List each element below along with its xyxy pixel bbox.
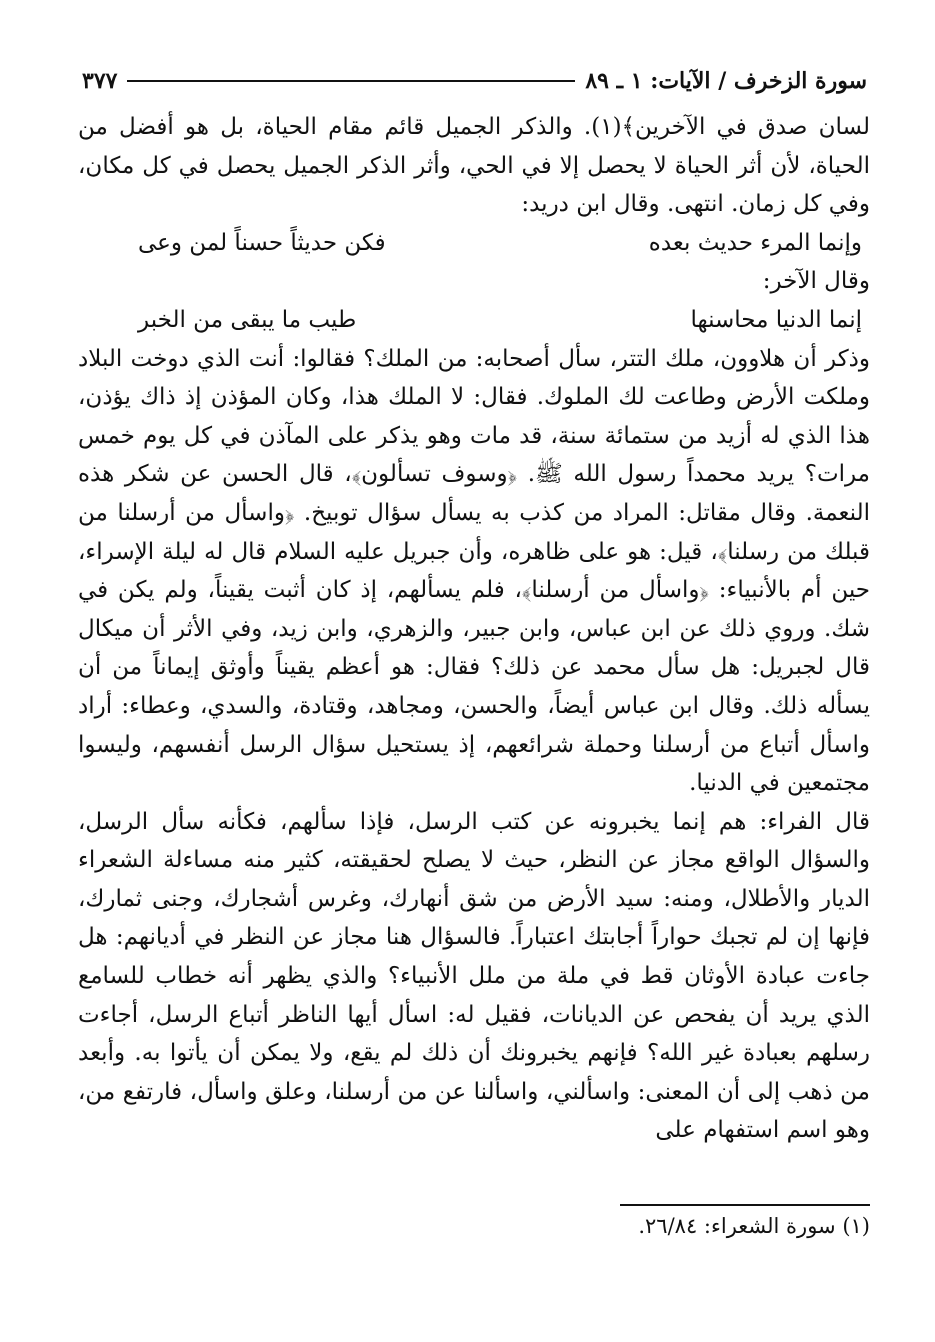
verse-1-first-hemistich: وإنما المرء حديث بعده: [648, 229, 862, 256]
header-rule: [127, 80, 575, 82]
footnote: (١) سورة الشعراء: ٢٦/٨٤.: [638, 1214, 870, 1238]
paragraph-1: لسان صدق في الآخرين﴾(١). والذكر الجميل قائم مقام الحياة، بل هو أفضل من الحياة، لأن أثر الحياة لا يحصل إلا في الحي، وأثر الذكر الجميل يحصل في كل مكان، وفي كل زمان. انتهى. وقال ابن دريد:: [78, 114, 870, 218]
verse-2: [78, 301, 870, 340]
verse-1-second-hemistich: فكن حديثاً حسناً لمن وعى: [138, 229, 386, 256]
poem-intro: وقال الآخر:: [762, 268, 870, 295]
footnote-separator: [620, 1204, 870, 1206]
verse-1: [78, 224, 870, 263]
page-number: ٣٧٧: [82, 68, 118, 94]
verse-2-second-hemistich: طيب ما يبقى من الخبر: [138, 306, 357, 333]
running-header: [82, 64, 867, 98]
paragraph-3: قال الفراء: هم إنما يخبرونه عن كتب الرسل، فإذا سألهم، فكأنه سأل الرسل، والسؤال الواقع مجاز عن النظر، حيث لا يصلح لحقيقته، كثير منه مساءلة الشعراء الديار والأطلال، ومنه: سيد الأرض من شق أنهارك، وغرس أشجارك، وجنى ثمارك، فإنها إن لم تجبك حواراً أجابتك اعتباراً. فالسؤال هنا مجاز عن النظر في أديانهم: هل جاءت عبادة الأوثان قط في ملة من ملل الأنبياء؟ والذي يظهر أنه خطاب للسامع الذي يريد أن يفحص عن الديانات، فقيل له: اسأل أيها الناظر أتباع الرسل، أجاءت رسلهم بعبادة غير الله؟ فإنهم يخبرونك أن ذلك لم يقع، ولا يمكن أن يأتوا به. وأبعد من ذهب إلى أن المعنى: واسألني، واسألنا عن من أرسلنا، وعلق واسأل، فارتفع من، وهو اسم استفهام على: [78, 808, 870, 1144]
paragraph-2: وذكر أن هلاوون، ملك التتر، سأل أصحابه: من الملك؟ فقالوا: أنت الذي دوخت البلاد وملكت الأرض وطاعت لك الملوك. فقال: لا الملك هذا، وكان المؤذن إذ ذاك يؤذن، هذا الذي له أزيد من ستمائة سنة، قد مات وهو يذكر على المآذن في كل يوم خمس مرات؟ يريد محمداً رسول الله ﷺ. ﴿وسوف تسألون﴾، قال الحسن عن شكر هذه النعمة. وقال مقاتل: المراد من كذب به يسأل سؤال توبيخ. ﴿واسأل من أرسلنا من قبلك من رسلنا﴾، قيل: هو على ظاهره، وأن جبريل عليه السلام قال له ليلة الإسراء، حين أم بالأنبياء: ﴿واسأل من أرسلنا﴾، فلم يسألهم، إذ كان أثبت يقيناً، ولم يكن في شك. وروي ذلك عن ابن عباس، وابن جبير، والزهري، وابن زيد، وفي الأثر أن ميكال قال لجبريل: هل سأل محمد عن ذلك؟ فقال: هو أعظم يقيناً وأوثق إيماناً من أن يسأله ذلك. وقال ابن عباس أيضاً، والحسن، ومجاهد، وقتادة، والسدي، وعطاء: أراد واسأل أتباع من أرسلنا وحملة شرائعهم، إذ يستحيل سؤال الرسل أنفسهم، وليسوا مجتمعين في الدنيا.: [78, 345, 870, 797]
body-text: [78, 108, 870, 1150]
verse-2-first-hemistich: إنما الدنيا محاسنها: [690, 306, 862, 333]
header-title: سورة الزخرف / الآيات: ١ ـ ٨٩: [585, 68, 867, 94]
